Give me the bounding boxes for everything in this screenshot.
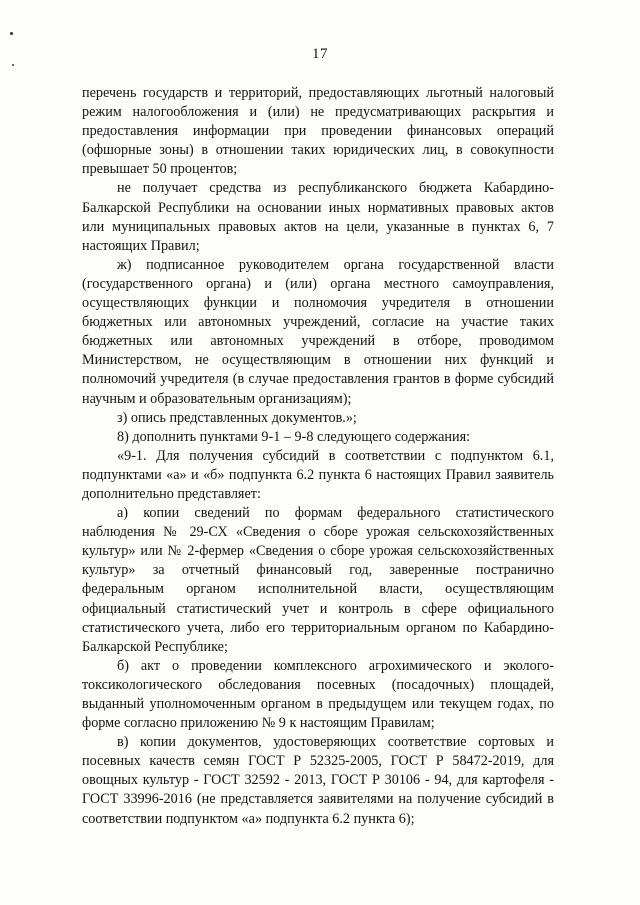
paragraph: «9-1. Для получения субсидий в соответствии с подпунктом 6.1, подпунктами «а» и «б» подпункта 6.2 пункта 6 настоящих Правил заявитель дополнительно представляет: bbox=[82, 447, 554, 502]
paragraph: ж) подписанное руководителем органа государственной власти (государственного органа) и (или) органа местного самоуправления, осуществляющих функции и полномочия учредителя в отношении бюджетных или автономных учреждений, согласие на участие таких бюджетных или автономных учреждений в отборе, проводимом Министерством, не осуществляющим в отношении них функций и полномочий учредителя (в случае предоставления грантов в форме субсидий научным и образовательным организациям); bbox=[82, 256, 554, 407]
paragraph: 8) дополнить пунктами 9-1 – 9-8 следующего содержания: bbox=[117, 428, 471, 445]
paragraph: а) копии сведений по формам федерального статистического наблюдения № 29-СХ «Сведения о сборе урожая сельскохозяйственных культур» или № 2-фермер «Сведения о сборе урожая сельскохозяйственных культур» за отчетный финансовый год, заверенные постранично федеральным органом исполнительной власти, осуществляющим официальный статистический учет и контроль в сфере официального статистического учета, либо его территориальным органом по Кабардино-Балкарской Республике; bbox=[82, 505, 554, 655]
scan-speck bbox=[10, 32, 13, 35]
page-number: 17 bbox=[312, 46, 328, 62]
paragraph: б) акт о проведении комплексного агрохимического и эколого-токсикологического обследования посевных (посадочных) площадей, выданный уполномоченным органом в предыдущем или текущем годах, по форме согласно приложению № 9 к настоящим Правилам; bbox=[82, 657, 554, 732]
paragraph: з) опись представленных документов.»; bbox=[117, 409, 357, 426]
document-body bbox=[82, 84, 554, 829]
paragraph: не получает средства из республиканского бюджета Кабардино-Балкарской Республики на основании иных нормативных правовых актов или муниципальных правовых актов на цели, указанные в пунктах 6, 7 настоящих Правил; bbox=[82, 180, 554, 254]
scan-speck bbox=[12, 64, 14, 66]
paragraph: перечень государств и территорий, предоставляющих льготный налоговый режим налогообложения и (или) не предусматривающих раскрытия и предоставления информации при проведении финансовых операций (офшорные зоны) в отношении таких юридических лиц, в совокупности превышает 50 процентов; bbox=[82, 85, 554, 178]
paragraph: в) копии документов, удостоверяющих соответствие сортовых и посевных качеств семян ГОСТ Р 52325-2005, ГОСТ Р 58472-2019, для овощных культур - ГОСТ 32592 - 2013, ГОСТ Р 30106 - 94, для картофеля - ГОСТ 33996-2016 (не представляется заявителями на получение субсидий в соответствии подпунктом «а» подпункта 6.2 пункта 6); bbox=[82, 734, 554, 827]
